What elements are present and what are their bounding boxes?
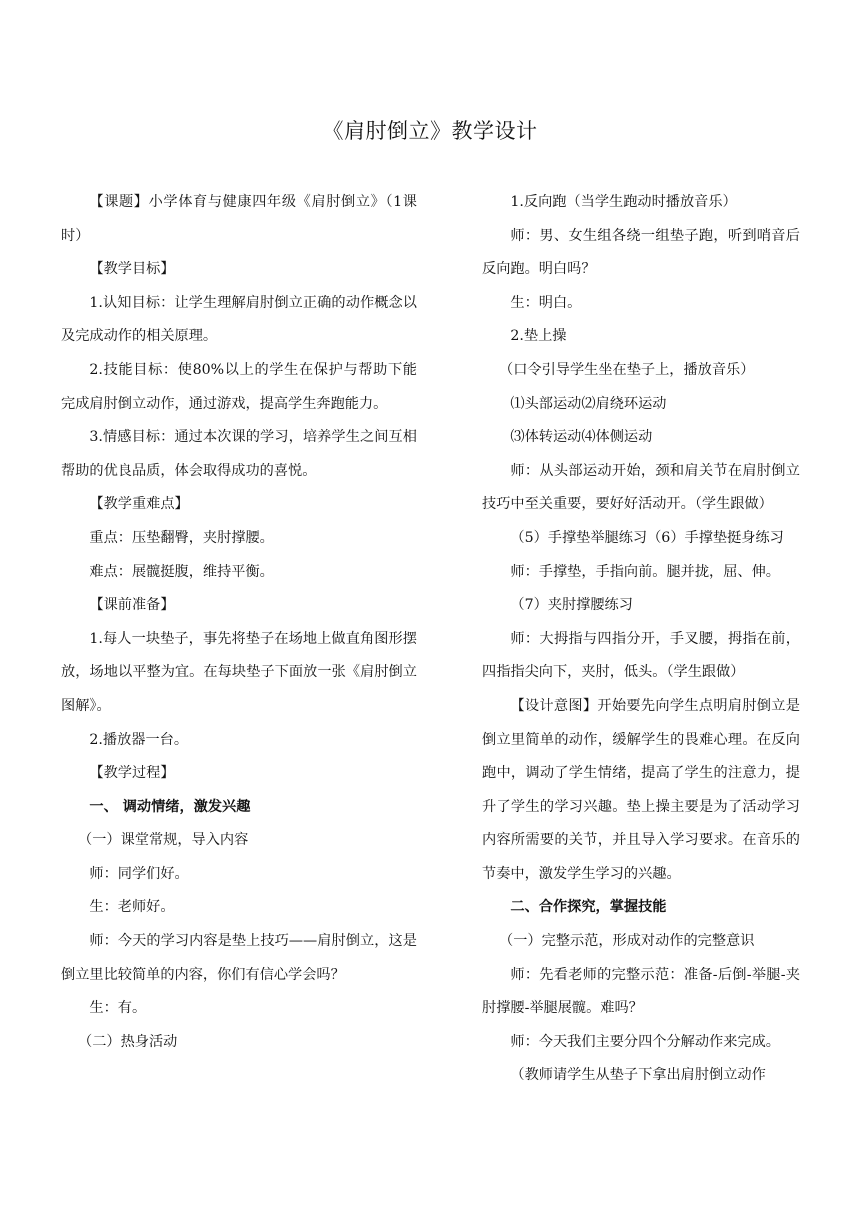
left-column bbox=[61, 186, 417, 1059]
paragraph: 2.播放器一台。 bbox=[89, 731, 189, 748]
paragraph: 2.垫上操 bbox=[510, 328, 567, 345]
sub-heading: （二）热身活动 bbox=[78, 1033, 178, 1050]
paragraph: （教师请学生从垫子下拿出肩肘倒立动作 bbox=[510, 1067, 766, 1084]
section-heading: 【课前准备】 bbox=[89, 597, 175, 614]
paragraph: （口令引导学生坐在垫子上，播放音乐） bbox=[499, 361, 755, 378]
paragraph: 1.反向跑（当学生跑动时播放音乐） bbox=[510, 194, 737, 210]
dialogue-line: 师：从头部运动开始，颈和肩关节在肩肘倒立技巧中至关重要，要好好活动开。（学生跟做） bbox=[482, 462, 800, 513]
paragraph: 【课题】小学体育与健康四年级《肩肘倒立》（1课时） bbox=[61, 194, 417, 244]
sub-heading: （一）课堂常规，导入内容 bbox=[78, 832, 249, 849]
document-title: 《肩肘倒立》教学设计 bbox=[322, 119, 538, 143]
paragraph: 重点：压垫翻臀，夹肘撑腰。 bbox=[89, 529, 274, 546]
paragraph: 2.技能目标：使80%以上的学生在保护与帮助下能完成肩肘倒立动作，通过游戏，提高学生奔跑能力。 bbox=[61, 361, 417, 412]
dialogue-line: 生：老师好。 bbox=[89, 899, 175, 916]
dialogue-line: 生：明白。 bbox=[510, 294, 582, 311]
paragraph: 1.每人一块垫子，事先将垫子在场地上做直角图形摆放，场地以平整为宜。在每块垫子下面放一张《肩肘倒立图解》。 bbox=[61, 630, 417, 714]
section-heading: 【教学重难点】 bbox=[89, 496, 189, 513]
dialogue-line: 师：大拇指与四指分开，手叉腰，拇指在前，四指指尖向下，夹肘，低头。（学生跟做） bbox=[482, 630, 800, 681]
dialogue-line: 师：手撑垫，手指向前。腿并拢，屈、伸。 bbox=[510, 563, 780, 580]
bold-heading: 一、 调动情绪，激发兴趣 bbox=[89, 798, 251, 815]
paragraph: （7）夹肘撑腰练习 bbox=[510, 597, 633, 614]
dialogue-line: 师：同学们好。 bbox=[89, 865, 189, 882]
sub-heading: （一）完整示范，形成对动作的完整意识 bbox=[499, 933, 755, 950]
right-column bbox=[482, 186, 800, 1093]
paragraph: ⑶体转运动⑷体侧运动 bbox=[510, 429, 653, 446]
dialogue-line: 生：有。 bbox=[89, 1000, 147, 1017]
section-heading: 【教学过程】 bbox=[89, 765, 175, 782]
bold-heading: 二、合作探究，掌握技能 bbox=[510, 899, 667, 916]
section-heading: 【教学目标】 bbox=[89, 261, 175, 278]
paragraph: 3.情感目标：通过本次课的学习，培养学生之间互相帮助的优良品质，体会取得成功的喜悦。 bbox=[61, 429, 417, 479]
dialogue-line: 师：今天我们主要分四个分解动作来完成。 bbox=[510, 1033, 780, 1050]
paragraph: 1.认知目标：让学生理解肩肘倒立正确的动作概念以及完成动作的相关原理。 bbox=[61, 294, 417, 345]
paragraph: ⑴头部运动⑵肩绕环运动 bbox=[510, 395, 667, 412]
dialogue-line: 师：今天的学习内容是垫上技巧——肩肘倒立，这是倒立里比较简单的内容，你们有信心学会吗？ bbox=[61, 933, 417, 983]
paragraph: 【设计意图】开始要先向学生点明肩肘倒立是倒立里简单的动作，缓解学生的畏难心理。在反向跑中，调动了学生情绪，提高了学生的注意力，提升了学生的学习兴趣。垫上操主要是为了活动学习内容所需要的关节，并且导入学习要求。在音乐的节奏中，激发学生学习的兴趣。 bbox=[482, 697, 800, 882]
paragraph: （5）手撑垫举腿练习（6）手撑垫挺身练习 bbox=[510, 529, 784, 546]
dialogue-line: 师：男、女生组各绕一组垫子跑，听到哨音后反向跑。明白吗？ bbox=[482, 227, 800, 278]
paragraph: 难点：展髋挺腹，维持平衡。 bbox=[89, 563, 274, 580]
dialogue-line: 师：先看老师的完整示范：准备-后倒-举腿-夹肘撑腰-举腿展髋。难吗？ bbox=[482, 966, 800, 1017]
